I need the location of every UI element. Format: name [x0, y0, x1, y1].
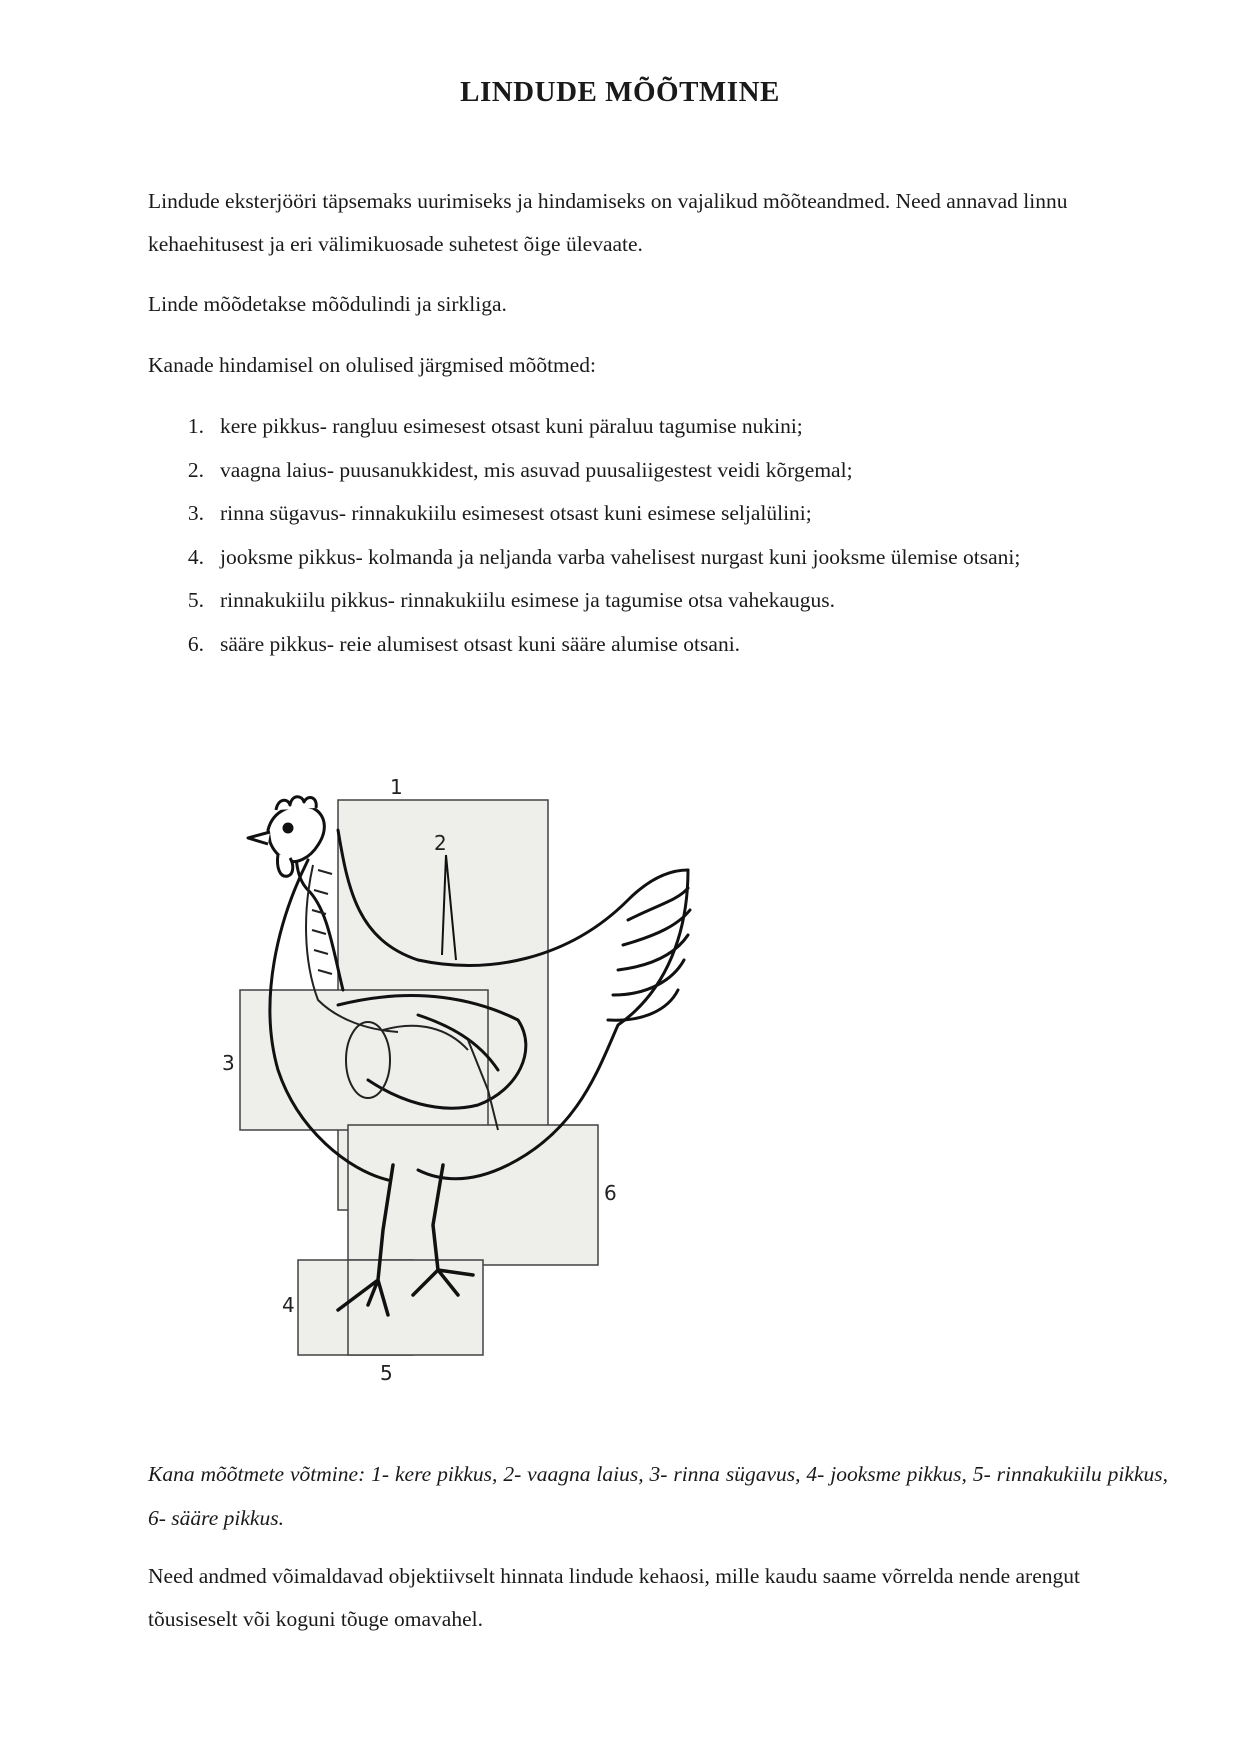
list-item: [148, 579, 1188, 623]
conclusion-paragraph: Need andmed võimaldavad objektiivselt hinnata lindude kehaosi, mille kaudu saame võrrelda nende arengut tõusiseselt või koguni tõuge omavahel.: [148, 1564, 1080, 1631]
list-number: 4.: [187, 544, 204, 569]
list-item: [148, 623, 1188, 667]
list-text: rinnakukiilu pikkus- rinnakukiilu esimese ja tagumise otsa vahekaugus.: [220, 588, 836, 612]
list-number: 1.: [187, 414, 204, 438]
list-number: 6.: [187, 631, 204, 656]
list-text: rinna sügavus- rinnakukiilu esimesest otsast kuni esimese seljalülini;: [220, 501, 812, 525]
figure-label-2: 2: [434, 831, 447, 855]
measurement-list: [148, 405, 1188, 666]
chicken-measurement-figure: [218, 770, 758, 1410]
intro-paragraph: Lindude eksterjööri täpsemaks uurimiseks ja hindamiseks on vajalikud mõõteandmed. Need annavad linnu kehaehitusest ja eri välimikuosade suhetest õige ülevaate.: [148, 189, 1068, 256]
tools-paragraph: Linde mõõdetakse mõõdulindi ja sirkliga.: [148, 292, 507, 316]
list-item: [148, 405, 1188, 449]
list-text: sääre pikkus- reie alumisest otsast kuni sääre alumise otsani.: [220, 631, 741, 656]
comb-shape: [276, 797, 316, 810]
list-item: [148, 449, 1188, 493]
eye-shape: [284, 824, 292, 832]
list-number: 2.: [187, 457, 204, 482]
figure-label-1: 1: [390, 775, 403, 799]
list-number: 5.: [187, 588, 204, 612]
list-text: jooksme pikkus- kolmanda ja neljanda varba vahelisest nurgast kuni jooksme ülemise otsani;: [220, 544, 1021, 569]
figure-caption: Kana mõõtmete võtmine: 1- kere pikkus, 2- vaagna laius, 3- rinna sügavus, 4- jooksme pikkus, 5- rinnakukiilu pikkus, 6- sääre pikkus.: [148, 1462, 1168, 1530]
list-item: [148, 536, 1188, 580]
figure-label-6: 6: [604, 1181, 617, 1205]
figure-label-4: 4: [282, 1293, 295, 1317]
chicken-diagram: [218, 770, 758, 1410]
list-number: 3.: [187, 501, 204, 525]
list-item: [148, 492, 1188, 536]
head-shape: [268, 806, 324, 862]
beak-shape: [248, 832, 270, 844]
measure-box-6: [348, 1125, 598, 1265]
page-title: LINDUDE MÕÕTMINE: [460, 76, 780, 108]
figure-label-5: 5: [380, 1361, 393, 1385]
list-text: kere pikkus- rangluu esimesest otsast kuni päraluu tagumise nukini;: [220, 414, 803, 438]
list-intro-paragraph: Kanade hindamisel on olulised järgmised mõõtmed:: [148, 353, 597, 377]
list-text: vaagna laius- puusanukkidest, mis asuvad puusaliigestest veidi kõrgemal;: [220, 457, 853, 482]
figure-label-3: 3: [222, 1051, 235, 1075]
